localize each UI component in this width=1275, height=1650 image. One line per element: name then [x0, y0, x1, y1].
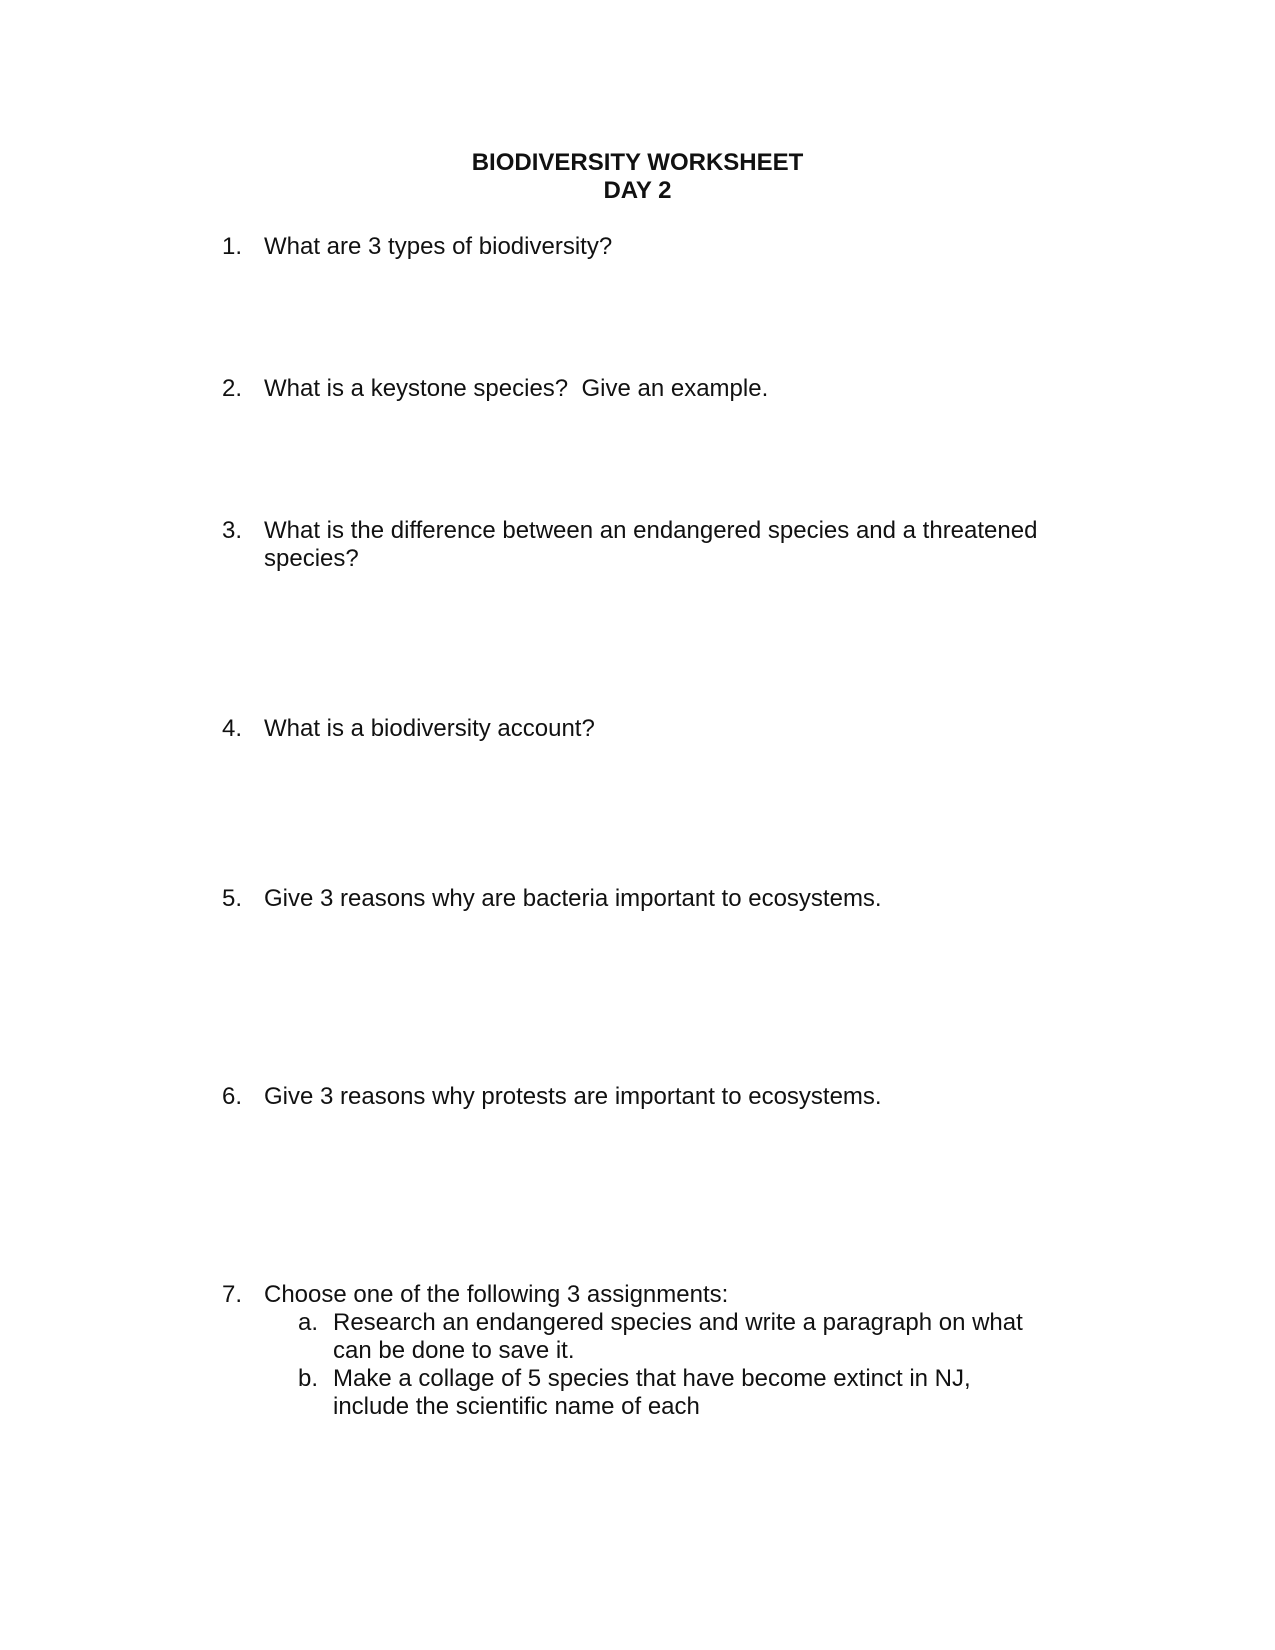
question-number: 4. — [222, 715, 243, 742]
assignment-text: Make a collage of 5 species that have become extinct in NJ, include the scientific name of each — [333, 1365, 971, 1420]
question-7 — [222, 1281, 1082, 1421]
question-4 — [222, 715, 1082, 743]
question-number: 7. — [222, 1281, 243, 1308]
question-text: What is a biodiversity account? — [264, 715, 595, 742]
assignment-letter: b. — [298, 1365, 319, 1392]
question-text: Choose one of the following 3 assignments: — [264, 1281, 729, 1308]
assignment-a — [298, 1309, 1073, 1365]
question-2 — [222, 375, 1082, 403]
assignment-letter: a. — [298, 1309, 319, 1336]
question-number: 3. — [222, 517, 243, 544]
question-3 — [222, 517, 1082, 573]
question-text: Give 3 reasons why protests are important to ecosystems. — [264, 1083, 882, 1110]
question-text: What is the difference between an endangered species and a threatened species? — [264, 517, 1038, 572]
question-text: What are 3 types of biodiversity? — [264, 233, 613, 260]
question-number: 6. — [222, 1083, 243, 1110]
question-5 — [222, 885, 1082, 913]
question-1 — [222, 233, 1082, 261]
question-number: 5. — [222, 885, 243, 912]
question-number: 2. — [222, 375, 243, 402]
question-6 — [222, 1083, 1082, 1111]
question-text: Give 3 reasons why are bacteria important to ecosystems. — [264, 885, 882, 912]
question-number: 1. — [222, 233, 243, 260]
assignment-text: Research an endangered species and write a paragraph on what can be done to save it. — [333, 1309, 1023, 1364]
worksheet-title: BIODIVERSITY WORKSHEET — [471, 149, 804, 176]
assignment-b — [298, 1365, 1073, 1421]
question-text: What is a keystone species? Give an example. — [264, 375, 769, 402]
worksheet-subtitle: DAY 2 — [603, 177, 672, 204]
